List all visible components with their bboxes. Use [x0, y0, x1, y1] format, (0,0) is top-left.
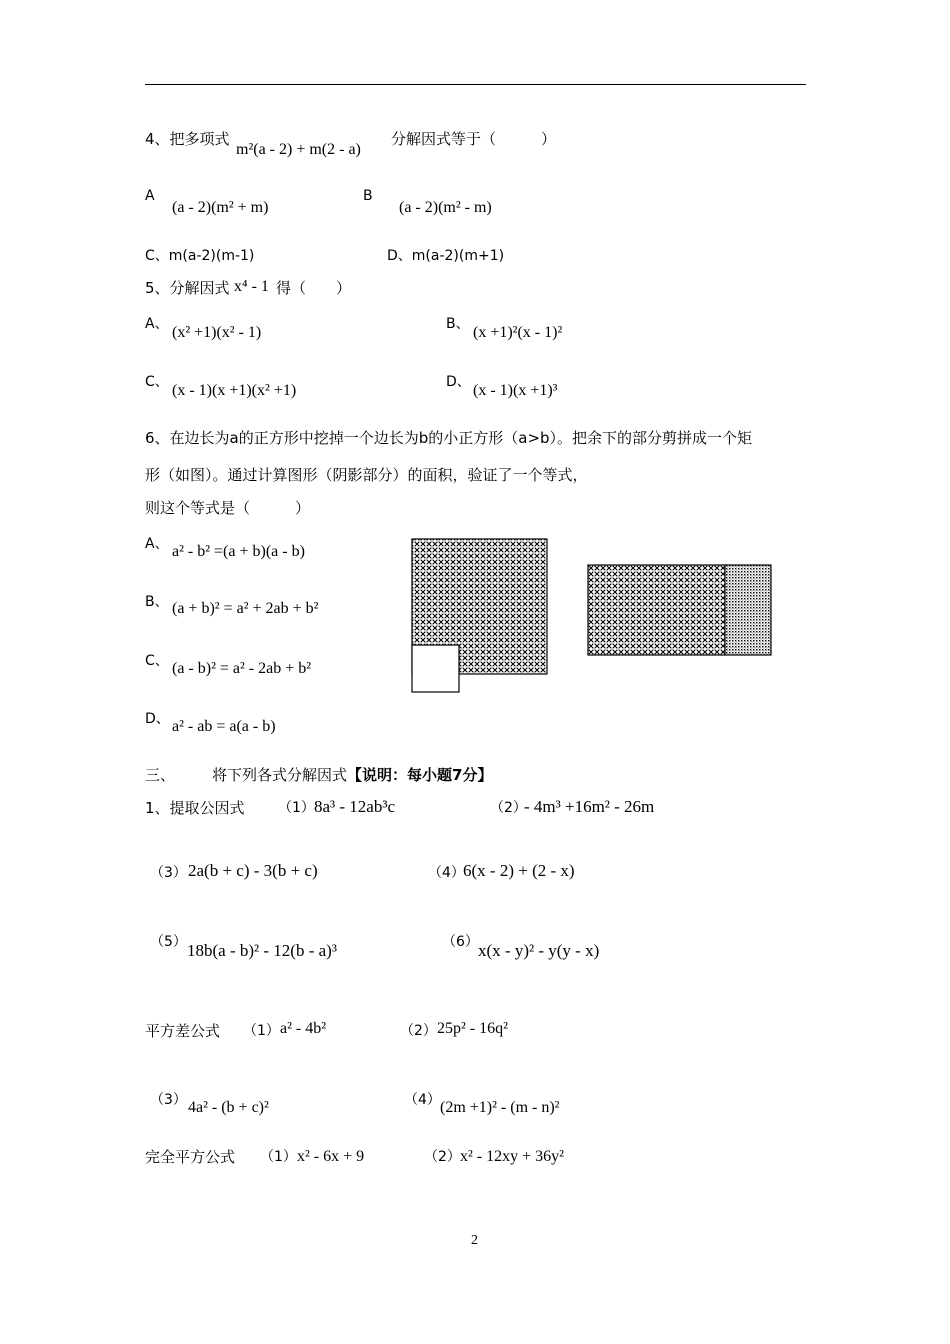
- perfect-p2: x² - 12xy + 36y²: [460, 1148, 564, 1165]
- squares-p2: 25p² - 16q²: [437, 1020, 508, 1037]
- extract-p3-label: （3）: [150, 865, 187, 881]
- perfect-p1-label: （1）: [260, 1149, 297, 1165]
- q6-line-1: 6、在边长为a的正方形中挖掉一个边长为b的小正方形（a>b）。把余下的部分剪拼成一个矩: [145, 429, 753, 447]
- extract-p4-label: （4）: [428, 865, 465, 881]
- q4-option-d: D、m(a-2)(m+1): [387, 248, 505, 264]
- q6-option-c: (a - b)² = a² - 2ab + b²: [172, 660, 312, 677]
- perfect-p2-label: （2）: [424, 1149, 461, 1165]
- q6-option-a: a² - b² =(a + b)(a - b): [172, 543, 305, 560]
- squares-p2-label: （2）: [400, 1023, 437, 1039]
- squares-p1: a² - 4b²: [280, 1020, 327, 1037]
- q5-expression: x⁴ - 1: [234, 278, 269, 295]
- q4-expression: m²(a - 2) + m(2 - a): [236, 141, 361, 158]
- extract-p2: - 4m³ +16m² - 26m: [524, 797, 655, 816]
- extract-p6-label: （6）: [442, 934, 479, 950]
- q6-option-d-label: D、: [145, 711, 170, 727]
- extract-p3: 2a(b + c) - 3(b + c): [188, 861, 318, 880]
- squares-p1-label: （1）: [243, 1023, 280, 1039]
- extract-heading: 1、提取公因式: [145, 799, 245, 817]
- squares-p3-label: （3）: [150, 1092, 187, 1108]
- q5-stem: 5、分解因式: [145, 279, 230, 297]
- q6-option-b: (a + b)² = a² + 2ab + b²: [172, 600, 319, 617]
- q5-option-d: (x - 1)(x +1)³: [473, 382, 558, 399]
- q6-option-c-label: C、: [145, 653, 169, 669]
- extract-p6: x(x - y)² - y(y - x): [478, 941, 600, 960]
- extract-p2-label: （2）: [490, 800, 527, 816]
- extract-p1: 8a³ - 12ab³c: [314, 797, 395, 816]
- q5-option-d-label: D、: [446, 374, 471, 390]
- page-number: 2: [471, 1233, 478, 1248]
- extract-p4: 6(x - 2) + (2 - x): [463, 861, 575, 880]
- perfect-heading: 完全平方公式: [145, 1148, 236, 1166]
- section-3-title: [212, 764, 492, 785]
- q5-option-c-label: C、: [145, 374, 169, 390]
- q4-option-a: (a - 2)(m² + m): [172, 199, 269, 216]
- q5-option-c: (x - 1)(x +1)(x² +1): [172, 382, 297, 399]
- q4-stem: 4、把多项式: [145, 130, 230, 148]
- cutout-square: [412, 645, 459, 692]
- q5-option-a-label: A、: [145, 316, 169, 332]
- q4-option-a-label: A: [145, 188, 155, 204]
- squares-p4-label: （4）: [404, 1092, 441, 1108]
- q6-figure: [405, 532, 785, 702]
- q6-option-b-label: B、: [145, 594, 169, 610]
- q5-tail: 得（ ）: [276, 279, 352, 297]
- squares-p4: (2m +1)² - (m - n)²: [440, 1099, 560, 1116]
- q6-option-a-label: A、: [145, 536, 169, 552]
- section-3-number: 三、: [145, 766, 176, 784]
- perfect-p1: x² - 6x + 9: [297, 1148, 365, 1165]
- rearranged-rectangle: [588, 565, 771, 655]
- q5-option-a: (x² +1)(x² - 1): [172, 324, 262, 341]
- q4-option-b: (a - 2)(m² - m): [399, 199, 492, 216]
- q4-option-b-label: B: [363, 188, 373, 204]
- square-with-cutout: [412, 539, 547, 692]
- section-3-title-plain: 将下列各式分解因式: [212, 766, 348, 784]
- extract-p5-label: （5）: [150, 934, 187, 950]
- q5-option-b-label: B、: [446, 316, 470, 332]
- q6-option-d: a² - ab = a(a - b): [172, 718, 276, 735]
- q5-option-b: (x +1)²(x - 1)²: [473, 324, 563, 341]
- section-3-note: 【说明：每小题7分】: [347, 766, 493, 784]
- squares-heading: 平方差公式: [145, 1022, 221, 1040]
- q4-option-c: C、m(a-2)(m-1): [145, 248, 255, 264]
- q6-line-3: 则这个等式是（ ）: [145, 499, 311, 517]
- q6-line-2: 形（如图）。通过计算图形（阴影部分）的面积，验证了一个等式，: [145, 466, 588, 484]
- q4-tail: 分解因式等于（ ）: [391, 130, 557, 148]
- header-rule: [145, 84, 806, 85]
- extract-p5: 18b(a - b)² - 12(b - a)³: [187, 941, 337, 960]
- extract-p1-label: （1）: [278, 800, 315, 816]
- squares-p3: 4a² - (b + c)²: [188, 1099, 269, 1116]
